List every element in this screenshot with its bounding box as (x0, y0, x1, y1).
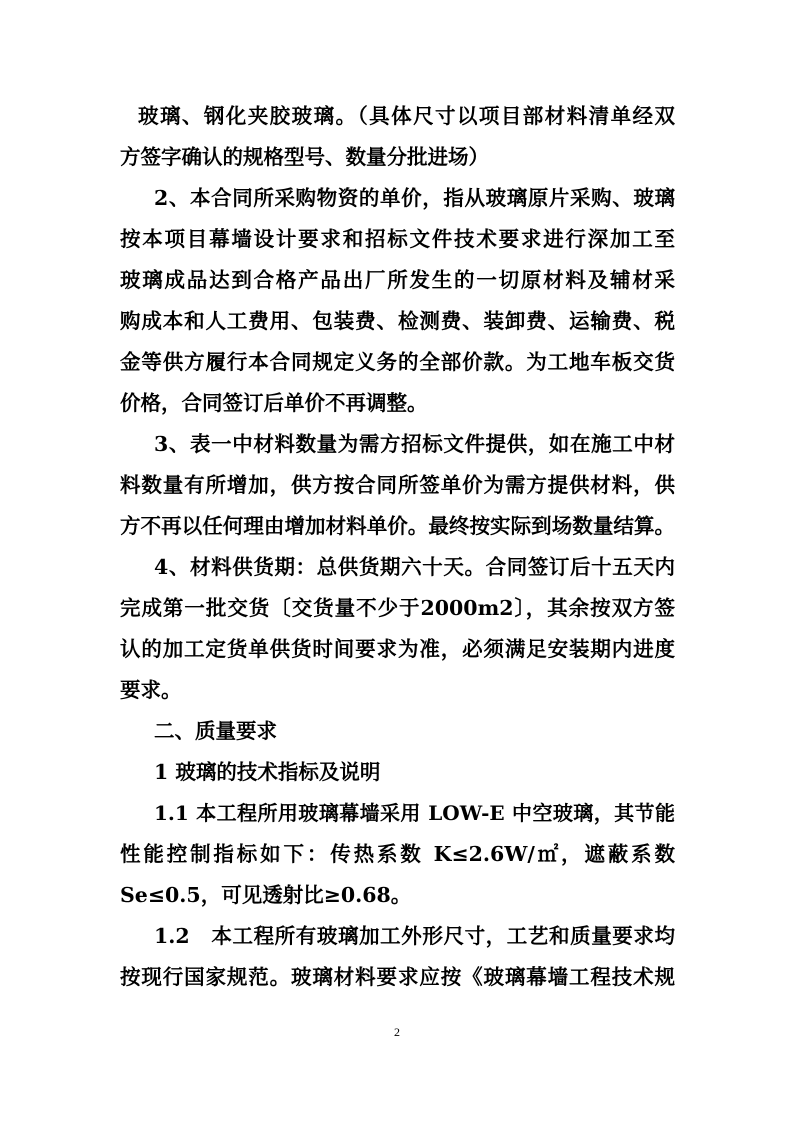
text-line: 方签字确认的规格型号、数量分批进场） (120, 145, 489, 169)
text-line: 按现行国家规范。玻璃材料要求应按《玻璃幕墙工程技术规 (120, 965, 675, 989)
text-line: 价格，合同签订后单价不再调整。 (120, 391, 428, 415)
text-line: 方不再以任何理由增加材料单价。最终按实际到场数量结算。 (120, 514, 675, 538)
section-heading: 二、质量要求 (154, 719, 277, 743)
body-text (120, 96, 675, 998)
text-line: 完成第一批交货〔交货量不少于2000m2〕，其余按双方签 (120, 596, 675, 620)
text-line: 玻璃成品达到合格产品出厂所发生的一切原材料及辅材采 (120, 268, 675, 292)
text-line: 性能控制指标如下：传热系数 K≤2.6W/㎡，遮蔽系数 (120, 842, 675, 866)
page-number: 2 (394, 1025, 400, 1039)
text-line: 4、材料供货期：总供货期六十天。合同签订后十五天内 (154, 555, 675, 579)
text-line: 2、本合同所采购物资的单价，指从玻璃原片采购、玻璃 (154, 186, 675, 210)
subsection-heading: 1 玻璃的技术指标及说明 (154, 760, 381, 784)
text-line: 认的加工定货单供货时间要求为准，必须满足安装期内进度 (120, 637, 675, 661)
text-line: Se≤0.5，可见透射比≥0.68。 (120, 883, 412, 907)
text-line: 玻璃、钢化夹胶玻璃。（具体尺寸以项目部材料清单经双 (138, 104, 675, 128)
text-line: 购成本和人工费用、包装费、检测费、装卸费、运输费、税 (120, 309, 675, 333)
text-line: 3、表一中材料数量为需方招标文件提供，如在施工中材 (154, 432, 675, 456)
text-line: 按本项目幕墙设计要求和招标文件技术要求进行深加工至 (120, 227, 675, 251)
text-line: 金等供方履行本合同规定义务的全部价款。为工地车板交货 (120, 350, 675, 374)
text-line: 1.1 本工程所用玻璃幕墙采用 LOW-E 中空玻璃，其节能 (154, 801, 675, 825)
text-line: 料数量有所增加，供方按合同所签单价为需方提供材料，供 (120, 473, 675, 497)
text-line: 要求。 (120, 678, 182, 702)
text-line: 1.2 本工程所有玻璃加工外形尺寸，工艺和质量要求均 (154, 924, 675, 948)
